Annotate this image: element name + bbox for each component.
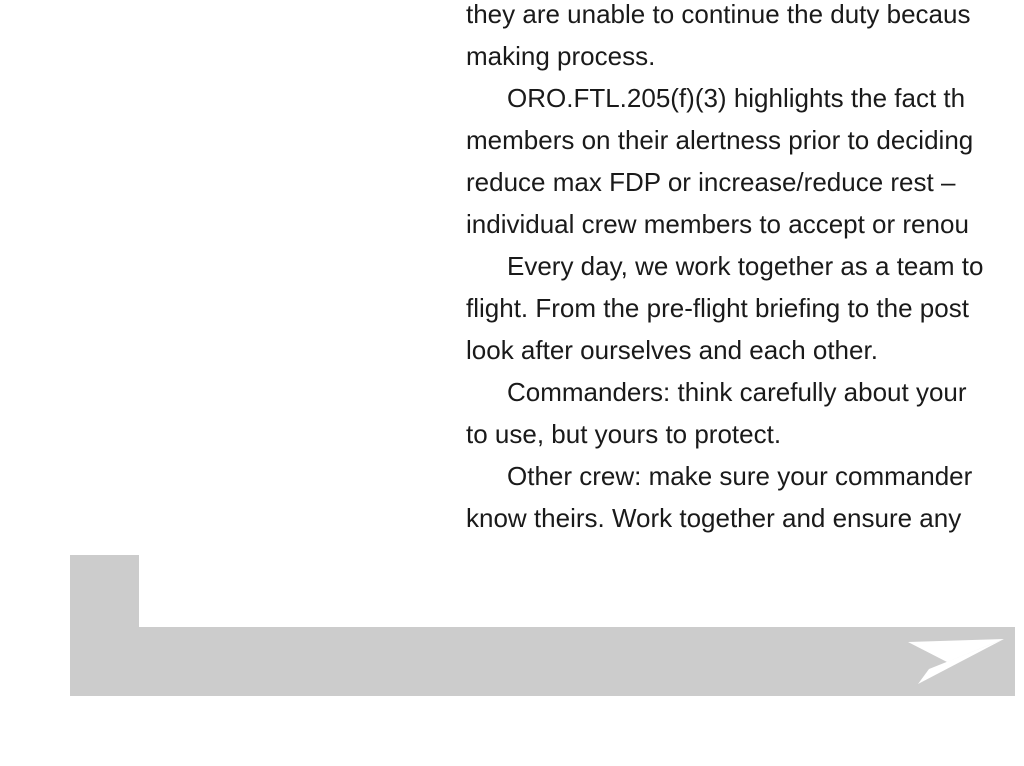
paragraph-start-line: ORO.FTL.205(f)(3) highlights the fact th: [507, 83, 966, 113]
footer-band-fill: [70, 555, 1015, 696]
text-line: know theirs. Work together and ensure any: [466, 503, 962, 533]
text-line: flight. From the pre-flight briefing to the post: [466, 293, 969, 323]
footer-band-shape: [70, 555, 1015, 696]
text-line: individual crew members to accept or renou: [466, 209, 969, 239]
paragraph-start-line: Every day, we work together as a team to: [507, 251, 984, 281]
text-line: they are unable to continue the duty becaus: [466, 0, 971, 29]
paragraph-start-line: Commanders: think carefully about your: [507, 377, 967, 407]
text-line: members on their alertness prior to deciding: [466, 125, 974, 155]
footer-band: [70, 555, 1015, 696]
text-line: look after ourselves and each other.: [466, 335, 878, 365]
text-line: to use, but yours to protect.: [466, 419, 782, 449]
text-line: making process.: [466, 41, 656, 71]
text-line: reduce max FDP or increase/reduce rest –: [466, 167, 956, 197]
paragraph-start-line: Other crew: make sure your commander: [507, 461, 973, 491]
body-text: [466, 0, 1024, 539]
